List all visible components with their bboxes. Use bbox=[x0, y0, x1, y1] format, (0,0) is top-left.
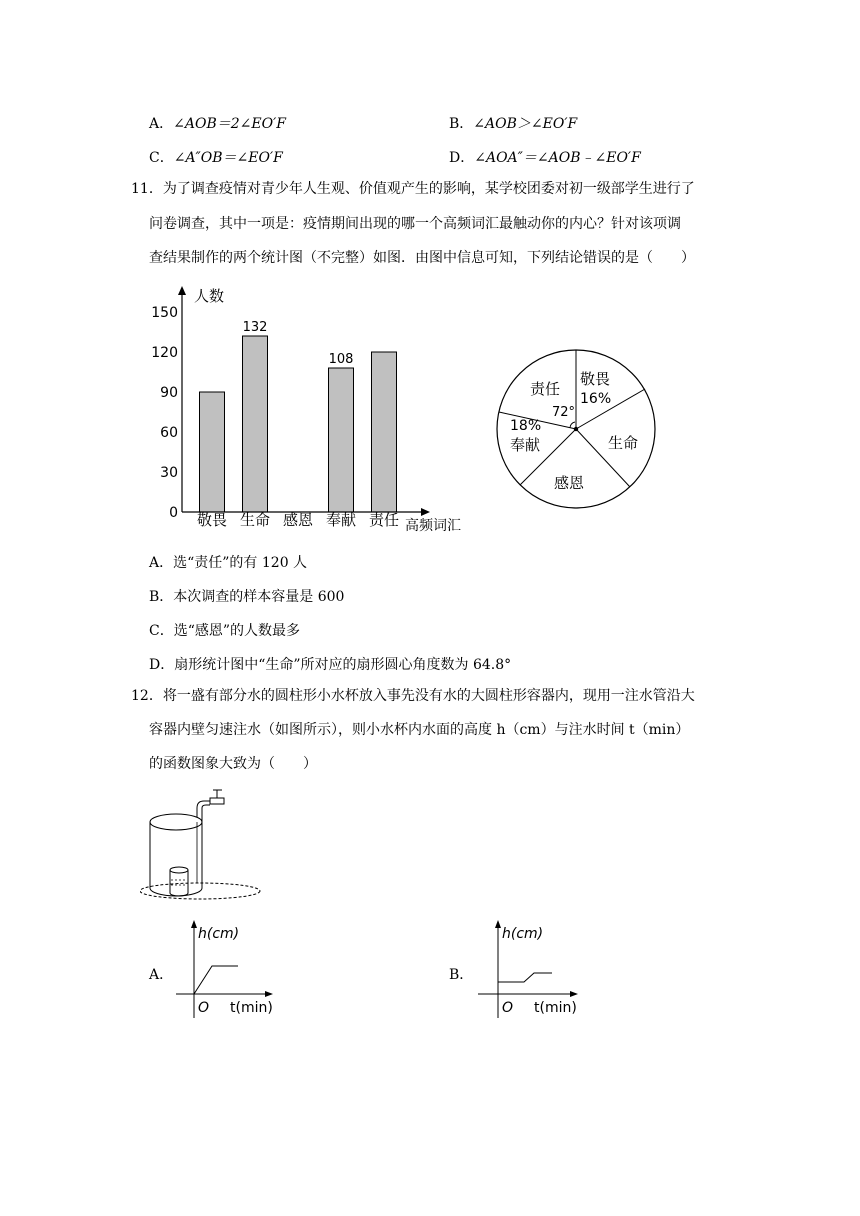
q12-stem-line3: 的函数图象大致为（ ） bbox=[149, 756, 317, 772]
pie-value-awe: 16% bbox=[580, 391, 612, 407]
container-illustration bbox=[140, 788, 270, 908]
pie-center bbox=[574, 427, 578, 431]
y-tick-label: 60 bbox=[160, 425, 178, 441]
q12-graph-b bbox=[474, 918, 584, 1022]
bar-0 bbox=[200, 392, 225, 512]
x-category-label: 奉献 bbox=[325, 511, 357, 529]
q12-option-a-label: A． bbox=[149, 967, 174, 983]
bar-4 bbox=[372, 352, 397, 512]
pie-label-life: 生命 bbox=[608, 434, 639, 452]
graph-a-xlabel: t(min) bbox=[230, 1000, 273, 1016]
x-axis-arrow bbox=[421, 508, 430, 516]
bar-1 bbox=[243, 336, 268, 512]
pie-label-responsibility: 责任 bbox=[530, 380, 561, 398]
pie-value-dedication: 18% bbox=[510, 418, 542, 434]
q12-stem-line1: 12．将一盛有部分水的圆柱形小水杯放入事先没有水的大圆柱形容器内，现用一注水管沿大 bbox=[131, 688, 695, 704]
graph-a-origin: O bbox=[198, 1000, 210, 1016]
x-category-label: 生命 bbox=[239, 511, 271, 529]
pie-label-awe: 敬畏 bbox=[580, 370, 611, 388]
q10-option-c: C．∠A″OB＝∠EO′F bbox=[149, 150, 283, 166]
q12-option-b-label: B． bbox=[449, 967, 474, 983]
q10-option-d: D．∠AOA″＝∠AOB﹣∠EO′F bbox=[449, 150, 641, 166]
pie-label-gratitude: 感恩 bbox=[554, 474, 585, 492]
bar-data-label: 132 bbox=[242, 320, 268, 335]
y-axis-label: 人数 bbox=[194, 287, 225, 305]
x-category-label: 责任 bbox=[368, 511, 400, 529]
q11-stem-line2: 问卷调查，其中一项是：疫情期间出现的哪一个高频词汇最触动你的内心？针对该项调 bbox=[149, 216, 681, 232]
y-tick-label: 150 bbox=[151, 305, 178, 321]
q12-stem-line2: 容器内壁匀速注水（如图所示），则小水杯内水面的高度 h（cm）与注水时间 t（min） bbox=[149, 722, 690, 738]
y-tick-label: 90 bbox=[160, 385, 178, 401]
q11-stem-line1: 11．为了调查疫情对青少年人生观、价值观产生的影响，某学校团委对初一级部学生进行了 bbox=[131, 181, 695, 197]
x-category-label: 敬畏 bbox=[196, 511, 228, 529]
y-axis-arrow bbox=[178, 286, 186, 295]
graph-b-xlabel: t(min) bbox=[534, 1000, 577, 1016]
bar-chart bbox=[150, 282, 490, 540]
y-tick-label: 0 bbox=[169, 505, 178, 521]
q11-stem-line3: 查结果制作的两个统计图（不完整）如图．由图中信息可知，下列结论错误的是（ ） bbox=[149, 250, 695, 266]
graph-b-origin: O bbox=[502, 1000, 514, 1016]
x-axis-label: 高频词汇 bbox=[405, 518, 461, 534]
bar-3 bbox=[329, 368, 354, 512]
q12-graph-a bbox=[172, 918, 282, 1022]
q11-option-a: A．选“责任”的有 120 人 bbox=[149, 555, 308, 571]
q10-option-b: B．∠AOB＞∠EO′F bbox=[449, 116, 578, 132]
pie-label-dedication: 奉献 bbox=[510, 436, 541, 454]
y-tick-label: 120 bbox=[151, 345, 178, 361]
pie-value-responsibility: 72° bbox=[552, 405, 576, 420]
q11-option-b: B．本次调查的样本容量是 600 bbox=[149, 589, 345, 605]
graph-b-ylabel: h(cm) bbox=[502, 926, 544, 942]
pie-chart bbox=[490, 342, 670, 512]
graph-a-ylabel: h(cm) bbox=[198, 926, 240, 942]
y-tick-label: 30 bbox=[160, 465, 178, 481]
bar-data-label: 108 bbox=[328, 352, 354, 367]
q11-option-d: D．扇形统计图中“生命”所对应的扇形圆心角度数为 64.8° bbox=[149, 657, 512, 673]
x-category-label: 感恩 bbox=[282, 511, 314, 529]
q10-option-a: A．∠AOB＝2∠EO′F bbox=[149, 116, 286, 132]
q11-option-c: C．选“感恩”的人数最多 bbox=[149, 623, 301, 639]
